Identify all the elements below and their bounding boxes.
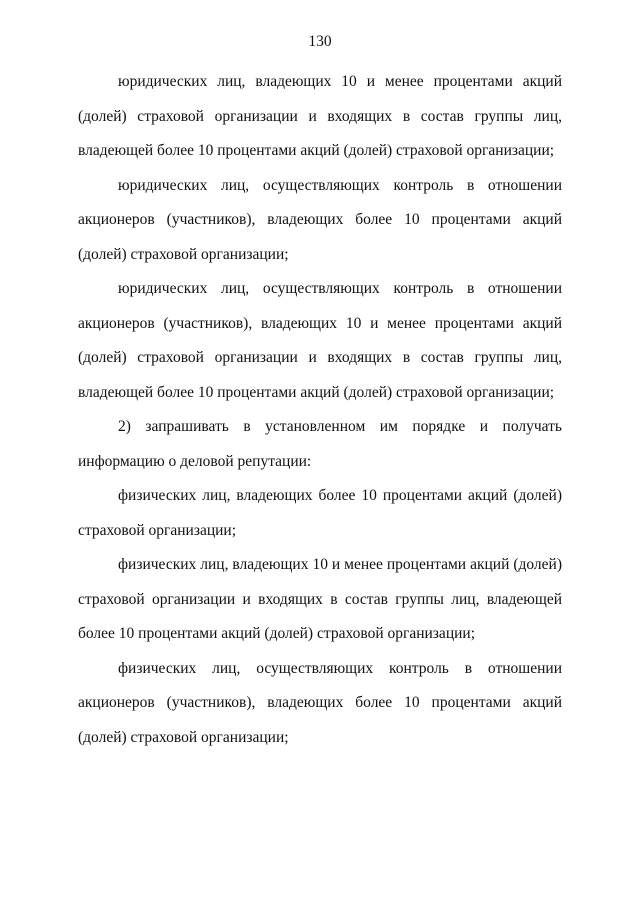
paragraph-5: физических лиц, владеющих более 10 процентами акций (долей) страховой организации;: [78, 487, 562, 539]
page-number: 130: [308, 33, 332, 50]
paragraph-2: юридических лиц, осуществляющих контроль в отношении акционеров (участников), владеющих более 10 процентами акций (долей) страховой организации;: [78, 176, 562, 263]
paragraph-7: физических лиц, осуществляющих контроль в отношении акционеров (участников), владеющих более 10 процентами акций (долей) страховой организации;: [78, 659, 562, 746]
paragraph-1: юридических лиц, владеющих 10 и менее процентами акций (долей) страховой организации и входящих в состав группы лиц, владеющей более 10 процентами акций (долей) страховой организации;: [78, 73, 562, 159]
document-body: [78, 65, 562, 755]
paragraph-6: физических лиц, владеющих 10 и менее процентами акций (долей) страховой организации и входящих в состав группы лиц, владеющей более 10 процентами акций (долей) страховой организации;: [78, 556, 562, 642]
paragraph-3: юридических лиц, осуществляющих контроль в отношении акционеров (участников), владеющих 10 и менее процентами акций (долей) страховой организации и входящих в состав группы лиц, владеющей более 10 процентами акций (долей) страховой организации;: [78, 280, 562, 401]
paragraph-4: 2) запрашивать в установленном им порядке и получать информацию о деловой репутации:: [78, 418, 562, 470]
